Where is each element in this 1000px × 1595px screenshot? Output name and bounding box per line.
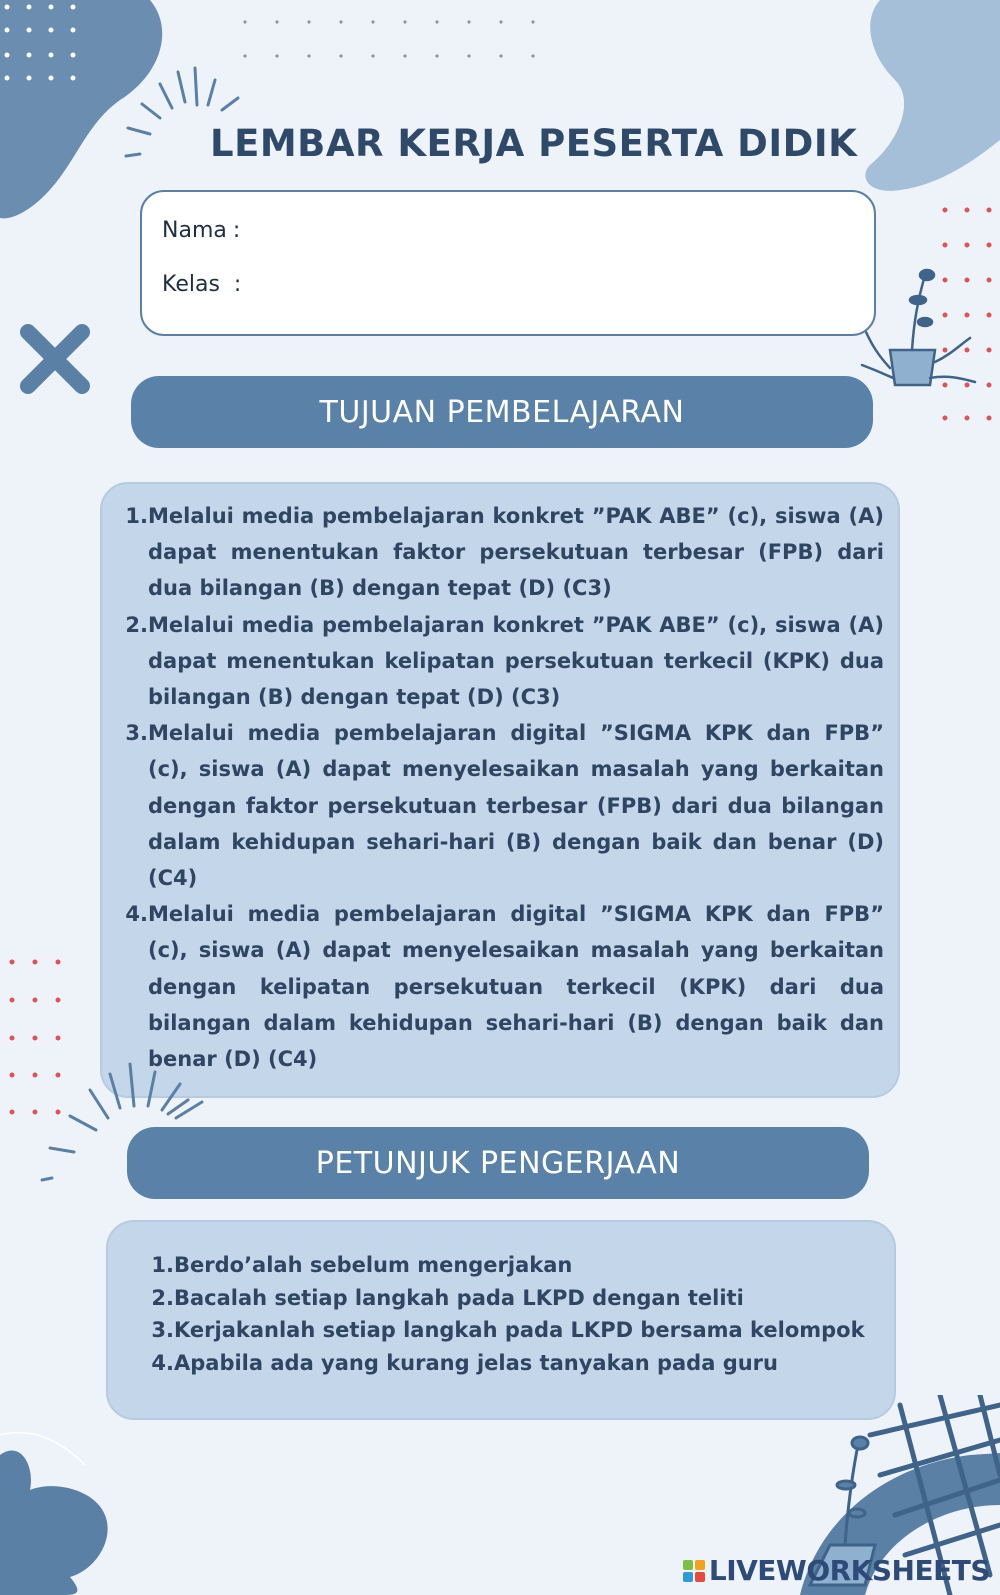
instruction-item <box>150 1314 865 1347</box>
instruction-text: Berdo’alah sebelum mengerjakan <box>174 1253 573 1277</box>
objectives-panel <box>100 482 900 1098</box>
objective-item <box>120 607 884 716</box>
instructions-list <box>150 1249 865 1379</box>
instruction-number: 2. <box>151 1285 174 1310</box>
instruction-text: Kerjakanlah setiap langkah pada LKPD bersama kelompok <box>174 1318 865 1343</box>
objective-item <box>120 715 884 896</box>
class-row <box>162 272 241 297</box>
instructions-heading <box>127 1127 869 1199</box>
name-row <box>162 218 240 243</box>
class-label: Kelas <box>162 272 220 297</box>
watermark-text: LIVEWORKSHEETS <box>708 1554 990 1587</box>
instruction-number: 4. <box>151 1350 174 1375</box>
objective-number: 2. <box>125 612 148 637</box>
right-red-dot-grid <box>943 208 992 421</box>
objective-number: 1. <box>125 504 148 528</box>
objective-text: Melalui media pembelajaran konkret ”PAK ABE” (c), siswa (A) dapat menentukan faktor persekutuan terbesar (FPB) dari dua bilangan (B) dengan tepat (D) (C3) <box>148 504 884 601</box>
potted-plant-illustration <box>862 270 975 385</box>
instruction-item <box>150 1347 865 1380</box>
x-mark-decoration <box>28 332 82 386</box>
top-right-blob <box>865 0 1000 191</box>
instruction-text: Bacalah setiap langkah pada LKPD dengan teliti <box>174 1285 744 1310</box>
objective-number: 3. <box>125 721 148 746</box>
top-left-blob <box>0 0 162 218</box>
instruction-item <box>150 1249 865 1282</box>
objectives-list <box>120 498 884 1077</box>
top-dot-rows <box>243 20 534 57</box>
instruction-text: Apabila ada yang kurang jelas tanyakan pada guru <box>174 1350 778 1375</box>
identity-box <box>140 190 876 336</box>
objective-text: Melalui media pembelajaran konkret ”PAK ABE” (c), siswa (A) dapat menentukan kelipatan persekutuan terkecil (KPK) dua bilangan (B) dengan tepat (D) (C3) <box>148 612 884 710</box>
name-colon: : <box>232 218 241 243</box>
instruction-number: 3. <box>151 1318 174 1343</box>
instruction-item <box>150 1282 865 1315</box>
instructions-heading-text: PETUNJUK PENGERJAAN <box>315 1145 681 1181</box>
liveworksheets-logo-icon <box>683 1560 705 1582</box>
objective-number: 4. <box>125 902 148 927</box>
objective-text: Melalui media pembelajaran digital ”SIGMA KPK dan FPB” (c), siswa (A) dapat menyelesaikan masalah yang berkaitan dengan kelipatan persekutuan terkecil (KPK) dari dua bilangan dalam kehidupan sehari-hari (B) dengan baik dan benar (D) (C4) <box>148 902 884 1072</box>
objective-item <box>120 896 884 1077</box>
class-colon: : <box>233 272 242 297</box>
name-label: Nama <box>162 218 227 243</box>
objective-item <box>120 498 884 607</box>
liveworksheets-watermark <box>683 1554 990 1587</box>
instruction-number: 1. <box>151 1253 174 1277</box>
objectives-heading-text: TUJUAN PEMBELAJARAN <box>319 394 685 430</box>
page-title: LEMBAR KERJA PESERTA DIDIK <box>210 122 858 165</box>
objectives-heading <box>131 376 873 448</box>
objective-text: Melalui media pembelajaran digital ”SIGMA KPK dan FPB” (c), siswa (A) dapat menyelesaikan masalah yang berkaitan dengan faktor persekutuan terbesar (FPB) dari dua bilangan dalam kehidupan sehari-hari (B) dengan baik dan benar (D) (C4) <box>148 721 884 891</box>
bottom-left-leaf <box>0 1450 108 1595</box>
instructions-panel <box>106 1220 896 1420</box>
